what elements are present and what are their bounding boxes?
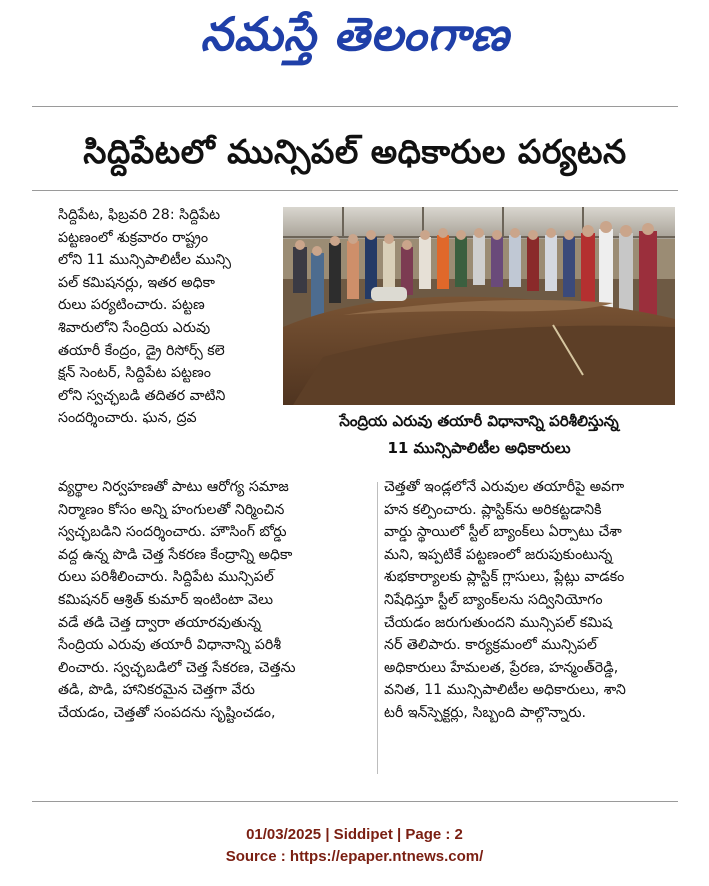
article-line: నిర్మాణం కోసం అన్ని హంగులతో నిర్మించిన bbox=[58, 501, 285, 518]
article-line: పల్ కమిషనర్లు, ఇతర అధికా bbox=[58, 274, 215, 291]
headline-divider bbox=[32, 190, 678, 191]
article-line: వనిత, 11 మున్సిపాలిటీల అధికారులు, శాని bbox=[384, 682, 626, 699]
article-line: లించారు. స్వచ్ఛబడిలో చెత్త సేకరణ, చెత్తను bbox=[58, 659, 296, 676]
footer-source[interactable]: Source : https://epaper.ntnews.com/ bbox=[225, 848, 484, 865]
article-line: తడి, పొడి, హానికరమైన చెత్తగా వేరు bbox=[58, 682, 255, 699]
article-line: సిద్దిపేట, ఫిబ్రవరి 28: సిద్దిపేట bbox=[58, 207, 221, 223]
photo-caption-line1: సేంద్రియ ఎరువు తయారీ విధానాన్ని పరిశీలిస్తున్న bbox=[339, 412, 619, 430]
article-column-left-top bbox=[58, 204, 276, 430]
footer-date-edition: 01/03/2025 | Siddipet | Page : 2 bbox=[246, 826, 463, 843]
article-photo bbox=[283, 207, 675, 405]
article-line: వార్డు స్థాయిలో స్టీల్ బ్యాంక్‌లు ఏర్పాటు చేశా bbox=[384, 524, 622, 541]
article-headline: సిద్దిపేటలో మున్సిపల్ అధికారుల పర్యటన bbox=[83, 132, 627, 171]
article-column-left-bottom bbox=[58, 476, 371, 725]
column-divider bbox=[377, 482, 378, 774]
article-line: అధికారులు హేమలత, ప్రేరణ, హన్మంత్‌రెడ్డి, bbox=[384, 659, 619, 676]
top-divider bbox=[32, 106, 678, 107]
bottom-divider bbox=[32, 801, 678, 802]
article-line: శుభకార్యాలకు ప్లాస్టిక్ గ్లాసులు, ప్లేట్లు వాడకం bbox=[384, 569, 625, 586]
article-line: హన కల్పించారు. ప్లాస్టిక్‌ను అరికట్టడానికి bbox=[384, 501, 602, 518]
article-line: నర్ తెలిపారు. కార్యక్రమంలో మున్సిపల్ bbox=[384, 637, 597, 654]
masthead-logo: నమస్తే తెలంగాణ bbox=[200, 7, 510, 61]
article-line: శివారులోని సేంద్రియ ఎరువు bbox=[58, 319, 211, 336]
article-line: లోని 11 మున్సిపాలిటీల మున్సి bbox=[58, 252, 231, 269]
article-line: చేయడం, చెత్తతో సంపదను సృష్టించడం, bbox=[58, 704, 276, 721]
article-line: చెత్తతో ఇండ్లలోనే ఎరువుల తయారీపై అవగా bbox=[384, 479, 625, 495]
article-line: రులు పరిశీలించారు. సిద్దిపేట మున్సిపల్ bbox=[58, 569, 274, 586]
article-line: వద్ద ఉన్న పొడి చెత్త సేకరణ కేంద్రాన్ని అధికా bbox=[58, 546, 293, 563]
article-line: పట్టణంలో శుక్రవారం రాష్ట్రం bbox=[58, 229, 209, 246]
article-line: చేయడం జరుగుతుందని మున్సిపల్ కమిష bbox=[384, 614, 613, 631]
article-line: వ్యర్థాల నిర్వహణతో పాటు ఆరోగ్య సమాజ bbox=[58, 479, 289, 495]
article-line: రులు పర్యటించారు. పట్టణ bbox=[58, 297, 205, 314]
article-line: టరీ ఇన్‌స్పెక్టర్లు, సిబ్బంది పాల్గొన్నారు. bbox=[384, 704, 587, 721]
article-line: క్షన్ సెంటర్, సిద్దిపేట పట్టణం bbox=[58, 365, 211, 382]
article-line: లోని స్వచ్ఛబడి తదితర వాటిని bbox=[58, 387, 226, 404]
article-line: నిషేధిస్తూ స్టీల్ బ్యాంక్‌లను సద్వినియోగం bbox=[384, 591, 603, 608]
compost-shed-photo bbox=[283, 207, 675, 405]
photo-caption-line2: 11 మున్సిపాలిటీల అధికారులు bbox=[387, 439, 571, 457]
article-line: స్వచ్ఛబడిని సందర్శించారు. హౌసింగ్ బోర్డు bbox=[58, 524, 287, 541]
article-line: వడే తడి చెత్త ద్వారా తయారవుతున్న bbox=[58, 614, 262, 631]
article-line: మని, ఇప్పటికే పట్టణంలో జరుపుకుంటున్న bbox=[384, 546, 613, 563]
article-line: తయారీ కేంద్రం, డ్రై రిసోర్స్ కలె bbox=[58, 342, 225, 359]
photo-caption bbox=[283, 408, 675, 462]
article-column-right bbox=[384, 476, 674, 725]
article-line: సందర్శించారు. ఘన, ద్రవ bbox=[58, 410, 197, 427]
article-line: కమిషనర్ ఆశ్రిత్ కుమార్ ఇంటింటా వెలు bbox=[58, 591, 274, 608]
article-line: సేంద్రియ ఎరువు తయారీ విధానాన్ని పరిశీ bbox=[58, 637, 282, 654]
